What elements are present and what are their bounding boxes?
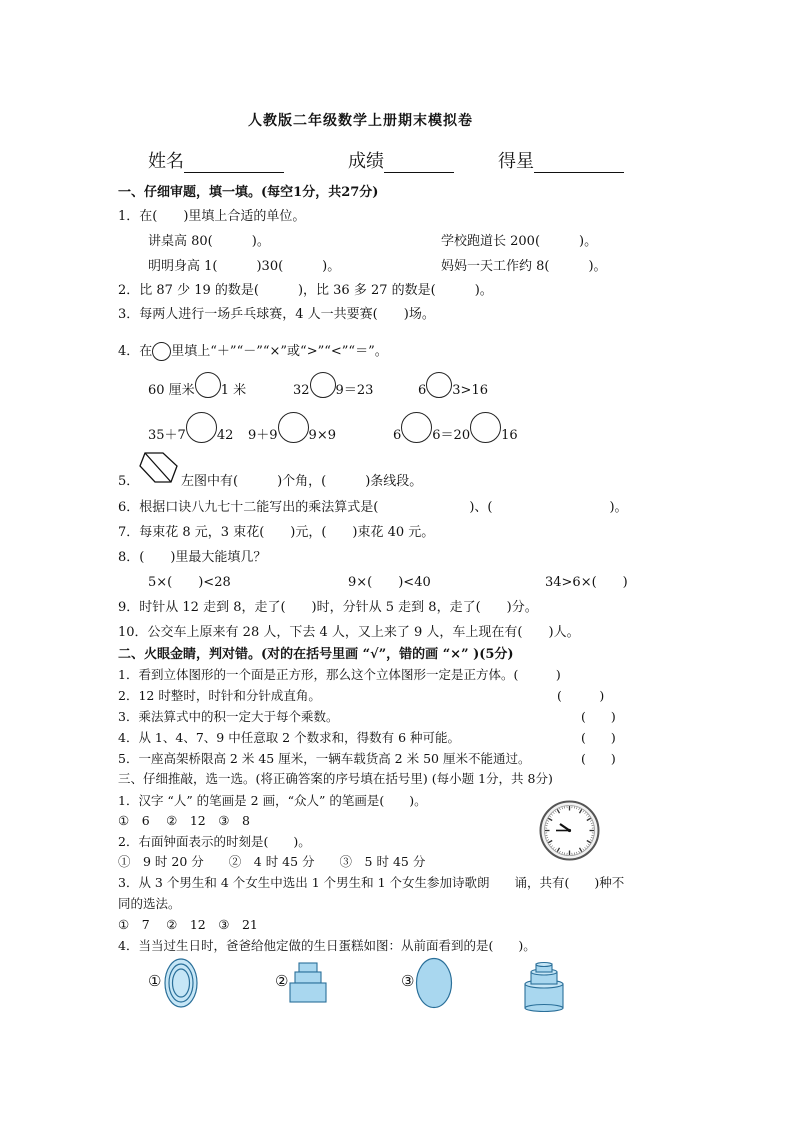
q4-item-4-left: 35＋7: [148, 428, 186, 443]
cake-3d-figure: [521, 962, 567, 1012]
q8-c: 34>6×( ): [545, 575, 628, 590]
cake-front-view-figure: [289, 962, 327, 1004]
judge-2-paren[interactable]: ( ): [557, 688, 605, 703]
q4-item-5-left: 9＋9: [248, 428, 278, 443]
q4-item-1: [148, 372, 246, 398]
q4-item-3: [418, 372, 488, 398]
answer-circle[interactable]: [426, 372, 452, 398]
q4-item-6: [393, 412, 518, 443]
section-1-heading: 一、仔细审题，填一填。(每空1分，共27分): [118, 185, 379, 200]
choice-3-line-2: 同的选法。: [118, 896, 181, 911]
q4-item-6-mid: 6＝20: [432, 428, 471, 443]
q4-item-6-left: 6: [393, 428, 402, 443]
q8-text: 8．( )里最大能填几？: [118, 550, 267, 565]
q4-text-b: 里填上“＋”“－”“×”或“>”“<”“＝”。: [171, 344, 388, 359]
judge-4: 4．从 1、4、7、9 中任意取 2 个数求和，得数有 6 种可能。: [118, 730, 461, 745]
score-blank[interactable]: [384, 154, 454, 173]
option-1-label: ①: [148, 972, 162, 990]
option-2-label: ②: [275, 972, 289, 990]
choice-3-line-1: 3．从 3 个男生和 4 个女生中选出 1 个男生和 1 个女生参加诗歌朗 诵，共有( )种不: [118, 875, 625, 890]
section-3-heading: 三、仔细推敲，选一选。(将正确答案的序号填在括号里) (每小题 1分，共 8分): [118, 771, 553, 786]
q4-item-2-right: 9＝23: [335, 383, 374, 398]
option-3-label: ③: [401, 972, 415, 990]
q9-text: 9．时针从 12 走到 8，走了( )时，分针从 5 走到 8，走了( )分。: [118, 600, 538, 615]
stars-field[interactable]: [498, 147, 624, 173]
q5-text: 左图中有( )个角，( )条线段。: [181, 474, 423, 489]
stars-label: 得星: [498, 151, 534, 172]
judge-5-paren[interactable]: ( ): [581, 751, 616, 766]
q4-item-2: [293, 372, 373, 398]
judge-1: 1．看到立体图形的一个面是正方形，那么这个立体图形一定是正方体。( ): [118, 667, 561, 682]
q8-b: 9×( )<40: [348, 575, 431, 590]
answer-circle[interactable]: [186, 412, 217, 443]
q4-item-3-right: 3>16: [452, 383, 488, 398]
choice-2: 2．右面钟面表示的时刻是( )。: [118, 834, 311, 849]
q3-text: 3．每两人进行一场乒乓球赛，4 人一共要赛( )场。: [118, 307, 435, 322]
q8-a: 5×( )<28: [148, 575, 231, 590]
q1-b: 学校跑道长 200( )。: [441, 234, 598, 249]
choice-2-options: ① 9 时 20 分 ② 4 时 45 分 ③ 5 时 45 分: [118, 854, 426, 869]
q4-item-2-left: 32: [293, 383, 310, 398]
name-label: 姓名: [148, 151, 184, 172]
judge-3-paren[interactable]: ( ): [581, 709, 616, 724]
q1-a: 讲桌高 80( )。: [148, 234, 270, 249]
choice-4: 4．当当过生日时，爸爸给他定做的生日蛋糕如图：从前面看到的是( )。: [118, 938, 536, 953]
judge-2: 2．12 时整时，时针和分针成直角。: [118, 688, 321, 703]
score-field[interactable]: [348, 147, 454, 173]
q4-item-3-left: 6: [418, 383, 427, 398]
q4-item-4: [148, 412, 233, 443]
q4-item-5-right: 9×9: [308, 428, 336, 443]
answer-circle[interactable]: [310, 372, 336, 398]
q1-d: 妈妈一天工作约 8( )。: [441, 259, 607, 274]
choice-1: 1．汉字 “人” 的笔画是 2 画，“众人” 的笔画是( )。: [118, 793, 427, 808]
q4-item-5: [248, 412, 336, 443]
q2-text: 2．比 87 少 19 的数是( )，比 36 多 27 的数是( )。: [118, 283, 493, 298]
judge-3: 3．乘法算式中的积一定大于每个乘数。: [118, 709, 339, 724]
q4-item-4-right: 42: [216, 428, 234, 443]
circle-icon: [152, 342, 171, 361]
page-title: 人教版二年级数学上册期末模拟卷: [248, 113, 473, 129]
answer-circle[interactable]: [470, 412, 501, 443]
answer-circle[interactable]: [278, 412, 309, 443]
q1-c: 明明身高 1( )30( )。: [148, 259, 341, 274]
q7-text: 7．每束花 8 元，3 束花( )元，( )束花 40 元。: [118, 525, 435, 540]
q6-text: 6．根据口诀八九七十二能写出的乘法算式是( )、( )。: [118, 500, 628, 515]
cake-side-oval-figure: [415, 957, 453, 1009]
hexagon-figure: [137, 452, 181, 484]
score-label: 成绩: [348, 151, 384, 172]
q4-item-1-right: 1 米: [220, 383, 247, 398]
choice-1-options: ① 6 ② 12 ③ 8: [118, 813, 250, 828]
q5-number: 5．: [118, 474, 140, 489]
name-blank[interactable]: [184, 154, 284, 173]
judge-5: 5．一座高架桥限高 2 米 45 厘米，一辆车载货高 2 米 50 厘米不能通过。: [118, 751, 531, 766]
section-2-heading: 二、火眼金睛，判对错。(对的在括号里画 “√”，错的画 “×” )(5分): [118, 647, 514, 662]
choice-3-options: ① 7 ② 12 ③ 21: [118, 917, 258, 932]
q4-item-1-left: 60 厘米: [148, 383, 195, 398]
judge-4-paren[interactable]: ( ): [581, 730, 616, 745]
answer-circle[interactable]: [195, 372, 221, 398]
q4-item-6-right: 16: [501, 428, 518, 443]
cake-top-view-figure: [163, 957, 199, 1009]
q4-text-a: 4．在: [118, 344, 153, 359]
stars-blank[interactable]: [534, 154, 624, 173]
q4-text: [118, 340, 388, 361]
name-field[interactable]: [148, 147, 284, 173]
answer-circle[interactable]: [401, 412, 432, 443]
q1-text: 1．在( )里填上合适的单位。: [118, 209, 306, 224]
clock-icon: [539, 800, 600, 861]
q10-text: 10．公交车上原来有 28 人，下去 4 人，又上来了 9 人，车上现在有( )人。: [118, 625, 580, 640]
